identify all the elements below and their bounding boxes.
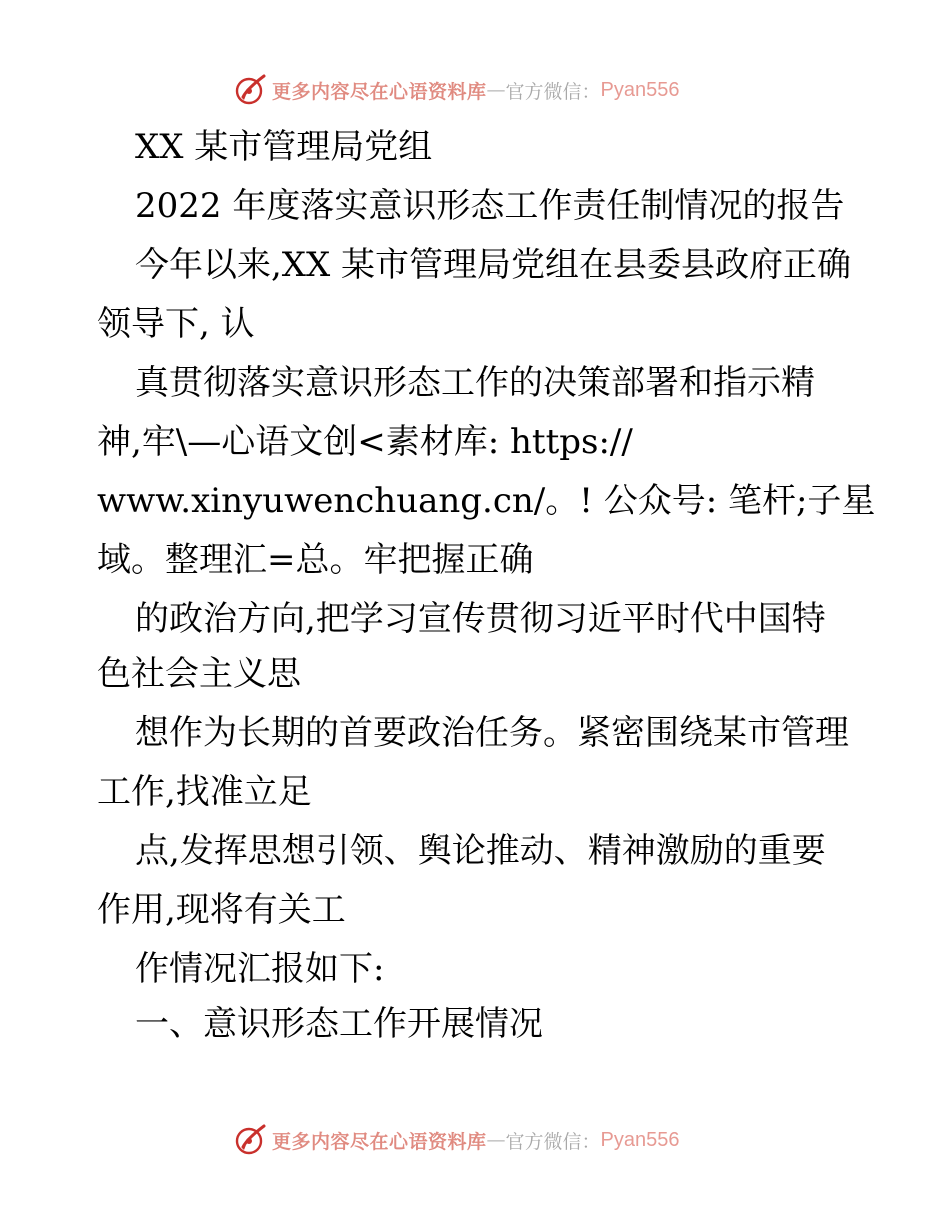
watermark-account: Pyan556: [600, 78, 680, 101]
doc-line-title: 2022 年度落实意识形态工作责任制情况的报告: [135, 186, 845, 226]
watermark-brand-text: 更多内容尽在心语资料库: [272, 80, 487, 103]
doc-line: 域。整理汇=总。牢把握正确: [97, 540, 534, 580]
doc-line: 的政治方向,把学习宣传贯彻习近平时代中国特: [135, 599, 826, 639]
doc-line: www.xinyuwenchuang.cn/。! 公众号: 笔杆;子星: [97, 481, 876, 521]
watermark-separator: —: [486, 79, 506, 101]
footer-watermark: [234, 1120, 680, 1160]
doc-line: 作情况汇报如下:: [135, 949, 385, 989]
doc-line: 今年以来,XX 某市管理局党组在县委县政府正确: [135, 245, 852, 285]
header-watermark: [234, 70, 680, 110]
watermark-account: Pyan556: [600, 1128, 680, 1151]
doc-line-section-heading: 一、意识形态工作开展情况: [135, 1004, 543, 1044]
doc-line: 想作为长期的首要政治任务。紧密围绕某市管理: [135, 713, 849, 753]
watermark-label: 官方微信：: [505, 80, 601, 103]
doc-line: 工作,找准立足: [97, 772, 312, 812]
doc-line: 神,牢\—心语文创<素材库: https://: [97, 422, 633, 462]
watermark-brand-text: 更多内容尽在心语资料库: [272, 1130, 487, 1153]
doc-line: 真贯彻落实意识形态工作的决策部署和指示精: [135, 363, 815, 403]
doc-line: 点,发挥思想引领、舆论推动、精神激励的重要: [135, 831, 826, 871]
doc-line: 领导下, 认: [97, 304, 255, 344]
doc-line: 作用,现将有关工: [97, 890, 346, 930]
watermark-label: 官方微信：: [505, 1130, 601, 1153]
brush-pen-logo-icon: [234, 1123, 268, 1157]
doc-line-org: XX 某市管理局党组: [135, 127, 433, 167]
watermark-separator: —: [486, 1129, 506, 1151]
doc-line: 色社会主义思: [97, 654, 301, 694]
brush-pen-logo-icon: [234, 73, 268, 107]
